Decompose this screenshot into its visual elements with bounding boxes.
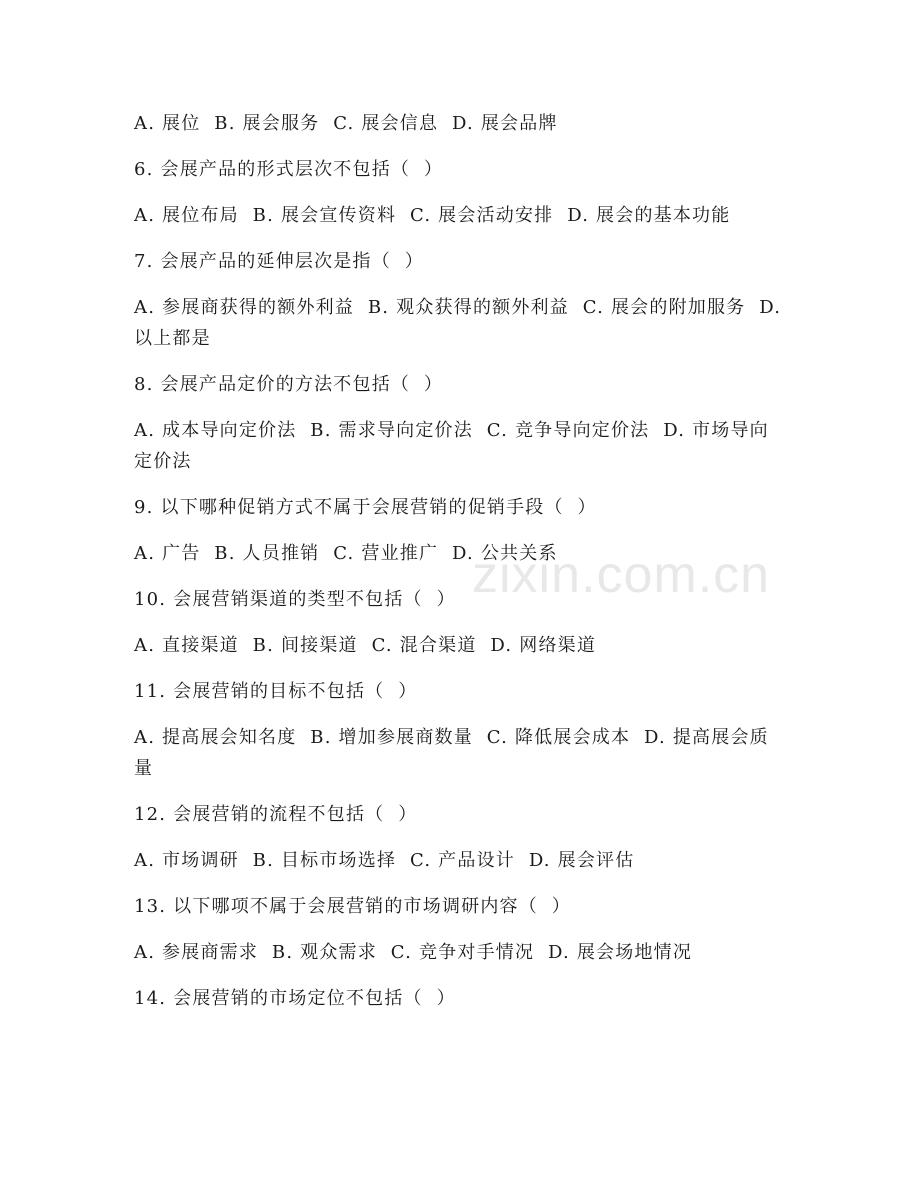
question-14: 14. 会展营销的市场定位不包括（ ）: [134, 988, 456, 1009]
answer-options-6: A. 展位布局 B. 展会宣传资料 C. 展会活动安排 D. 展会的基本功能: [134, 205, 731, 226]
answer-options-13: A. 参展商需求 B. 观众需求 C. 竞争对手情况 D. 展会场地情况: [134, 942, 693, 963]
question-7: 7. 会展产品的延伸层次是指（ ）: [134, 251, 424, 272]
question-9: 9. 以下哪种促销方式不属于会展营销的促销手段（ ）: [134, 497, 597, 518]
answer-options-11: A. 提高展会知名度 B. 增加参展商数量 C. 降低展会成本 D. 提高展会质量: [134, 727, 769, 779]
question-10: 10. 会展营销渠道的类型不包括（ ）: [134, 589, 456, 610]
question-8: 8. 会展产品定价的方法不包括（ ）: [134, 374, 444, 395]
answer-options-5: A. 展位 B. 展会服务 C. 展会信息 D. 展会品牌: [134, 113, 558, 134]
question-13: 13. 以下哪项不属于会展营销的市场调研内容（ ）: [134, 896, 571, 917]
answer-options-8: A. 成本导向定价法 B. 需求导向定价法 C. 竞争导向定价法 D. 市场导向定价法: [134, 420, 769, 472]
question-12: 12. 会展营销的流程不包括（ ）: [134, 804, 418, 825]
answer-options-7: A. 参展商获得的额外利益 B. 观众获得的额外利益 C. 展会的附加服务 D. 以上都是: [134, 297, 789, 349]
question-11: 11. 会展营销的目标不包括（ ）: [134, 681, 418, 702]
answer-options-10: A. 直接渠道 B. 间接渠道 C. 混合渠道 D. 网络渠道: [134, 635, 597, 656]
watermark: zixin.com.cn: [472, 546, 771, 604]
answer-options-9: A. 广告 B. 人员推销 C. 营业推广 D. 公共关系: [134, 543, 558, 564]
question-6: 6. 会展产品的形式层次不包括（ ）: [134, 159, 444, 180]
answer-options-12: A. 市场调研 B. 目标市场选择 C. 产品设计 D. 展会评估: [134, 850, 635, 871]
